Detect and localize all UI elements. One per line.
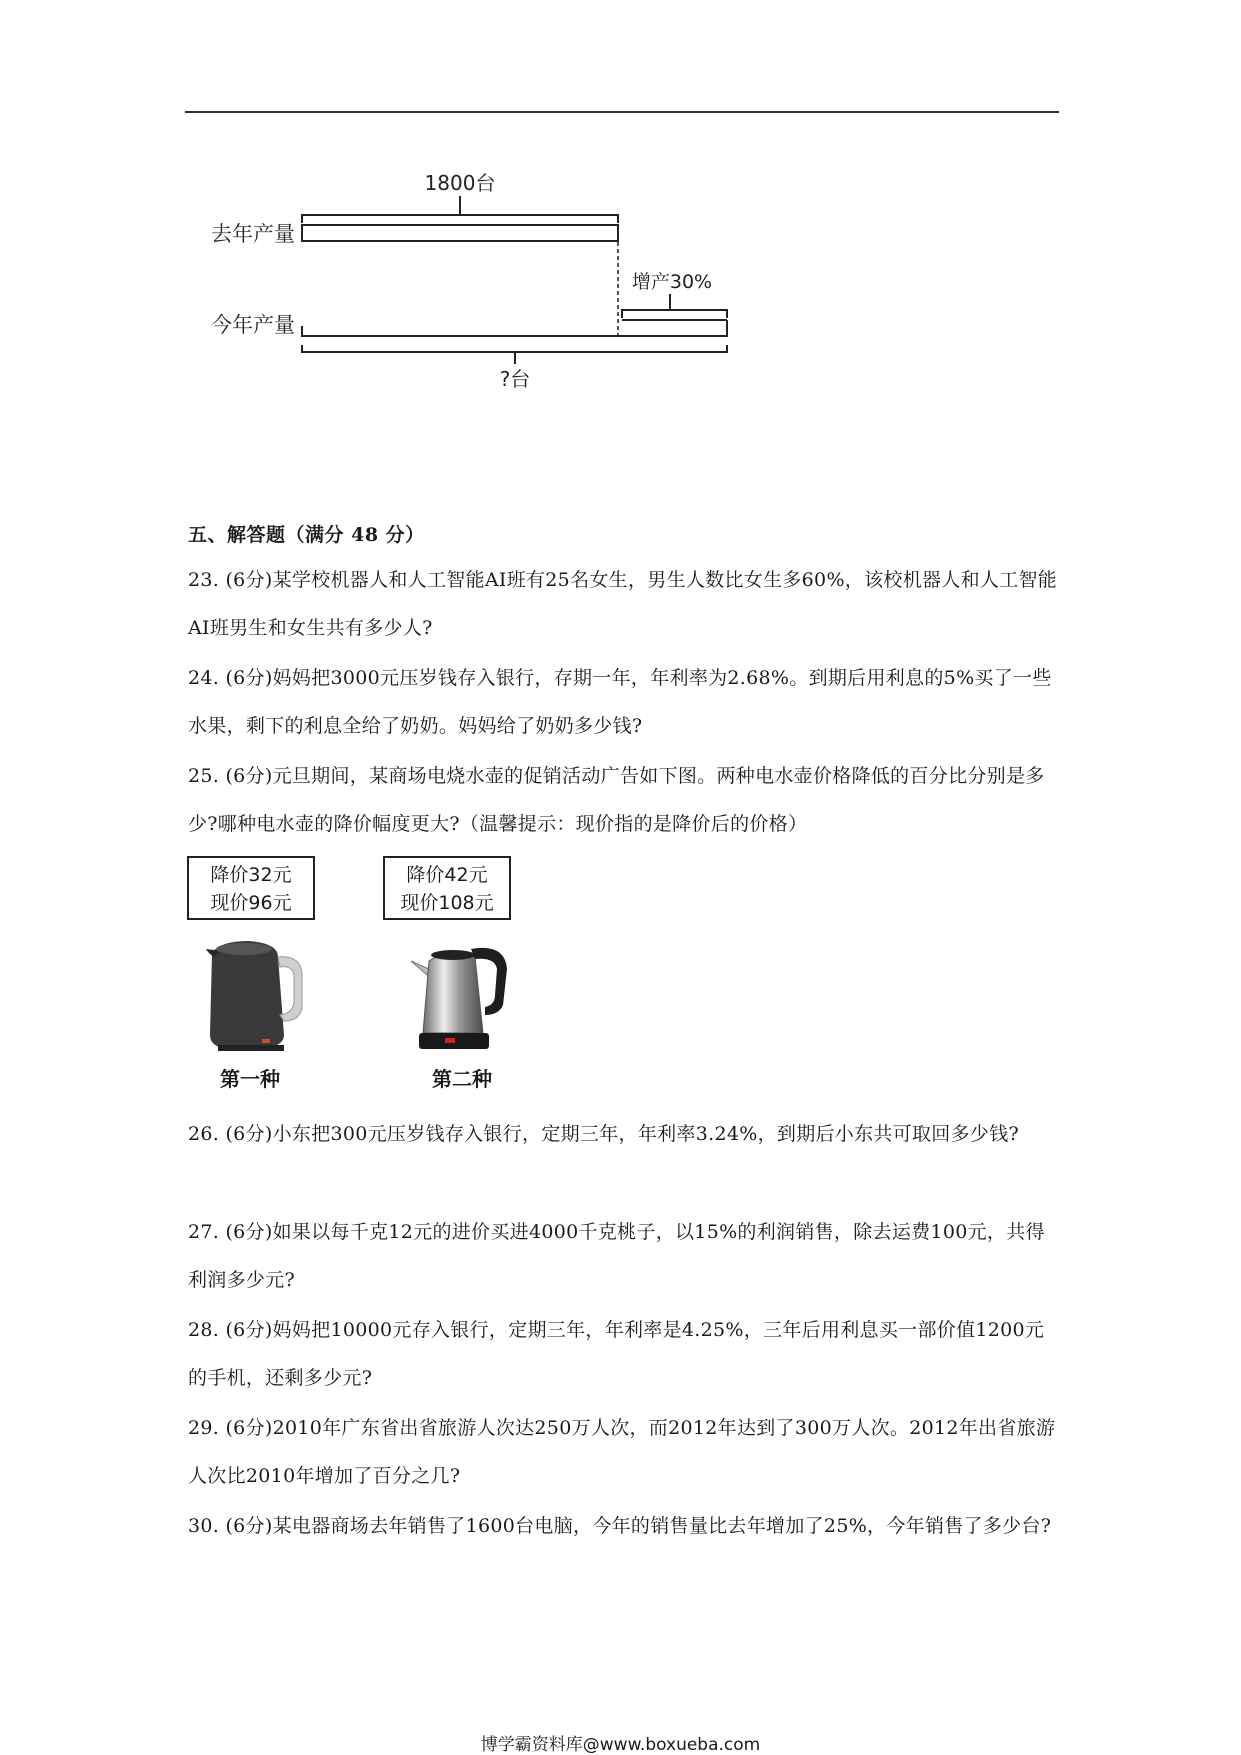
row2-label: 今年产量: [211, 313, 295, 337]
kettle2-caption: 第二种: [432, 1067, 492, 1091]
question-28: 28. (6分)妈妈把10000元存入银行，定期三年，年利率是4.25%，三年后用利息买一部价值1200元的手机，还剩多少元?: [188, 1319, 1045, 1389]
increase-label: 增产30%: [631, 271, 713, 293]
top-brace: [302, 215, 618, 223]
kettle1-current-price: 现价96元: [210, 892, 292, 914]
this-year-bar: [302, 320, 727, 336]
kettle1-caption: 第一种: [220, 1067, 280, 1091]
section-title: 五、解答题（满分 48 分）: [188, 524, 425, 546]
increase-brace: [622, 310, 727, 318]
header-rule: [185, 111, 1059, 113]
kettle1-discount: 降价32元: [210, 864, 292, 886]
question-27: 27. (6分)如果以每千克12元的进价买进4000千克桃子，以15%的利润销售，除去运费100元，共得利润多少元?: [188, 1221, 1045, 1291]
question-23: 23. (6分)某学校机器人和人工智能AI班有25名女生，男生人数比女生多60%，该校机器人和人工智能AI班男生和女生共有多少人?: [188, 569, 1058, 639]
question-29: 29. (6分)2010年广东省出省旅游人次达250万人次，而2012年达到了300万人次。2012年出省旅游人次比2010年增加了百分之几?: [188, 1417, 1056, 1487]
question-25: 25. (6分)元旦期间，某商场电烧水壶的促销活动广告如下图。两种电水壶价格降低的百分比分别是多少?哪种电水壶的降价幅度更大?（温馨提示：现价指的是降价后的价格）: [188, 765, 1045, 835]
diagram-bottom-label: ?台: [499, 367, 531, 391]
row1-label: 去年产量: [211, 222, 295, 246]
kettle1-price-box: [187, 856, 315, 920]
kettle2-current-price: 现价108元: [400, 892, 494, 914]
question-26: 26. (6分)小东把300元压岁钱存入银行，定期三年，年利率3.24%，到期后小东共可取回多少钱?: [188, 1123, 1019, 1145]
kettle2-price-box: [383, 856, 511, 920]
last-year-bar: [302, 225, 618, 241]
kettle1-image: [200, 935, 310, 1055]
production-segment-diagram: [190, 160, 750, 400]
bottom-brace: [302, 345, 727, 352]
question-30: 30. (6分)某电器商场去年销售了1600台电脑，今年的销售量比去年增加了25%，今年销售了多少台?: [188, 1515, 1052, 1537]
footer-watermark: 博学霸资料库@www.boxueba.com: [480, 1735, 761, 1755]
question-24: 24. (6分)妈妈把3000元压岁钱存入银行，存期一年，年利率为2.68%。到期后用利息的5%买了一些水果，剩下的利息全给了奶奶。妈妈给了奶奶多少钱?: [188, 667, 1052, 737]
kettle2-image: [405, 935, 515, 1060]
diagram-top-label: 1800台: [424, 171, 496, 195]
kettle2-discount: 降价42元: [406, 864, 488, 886]
